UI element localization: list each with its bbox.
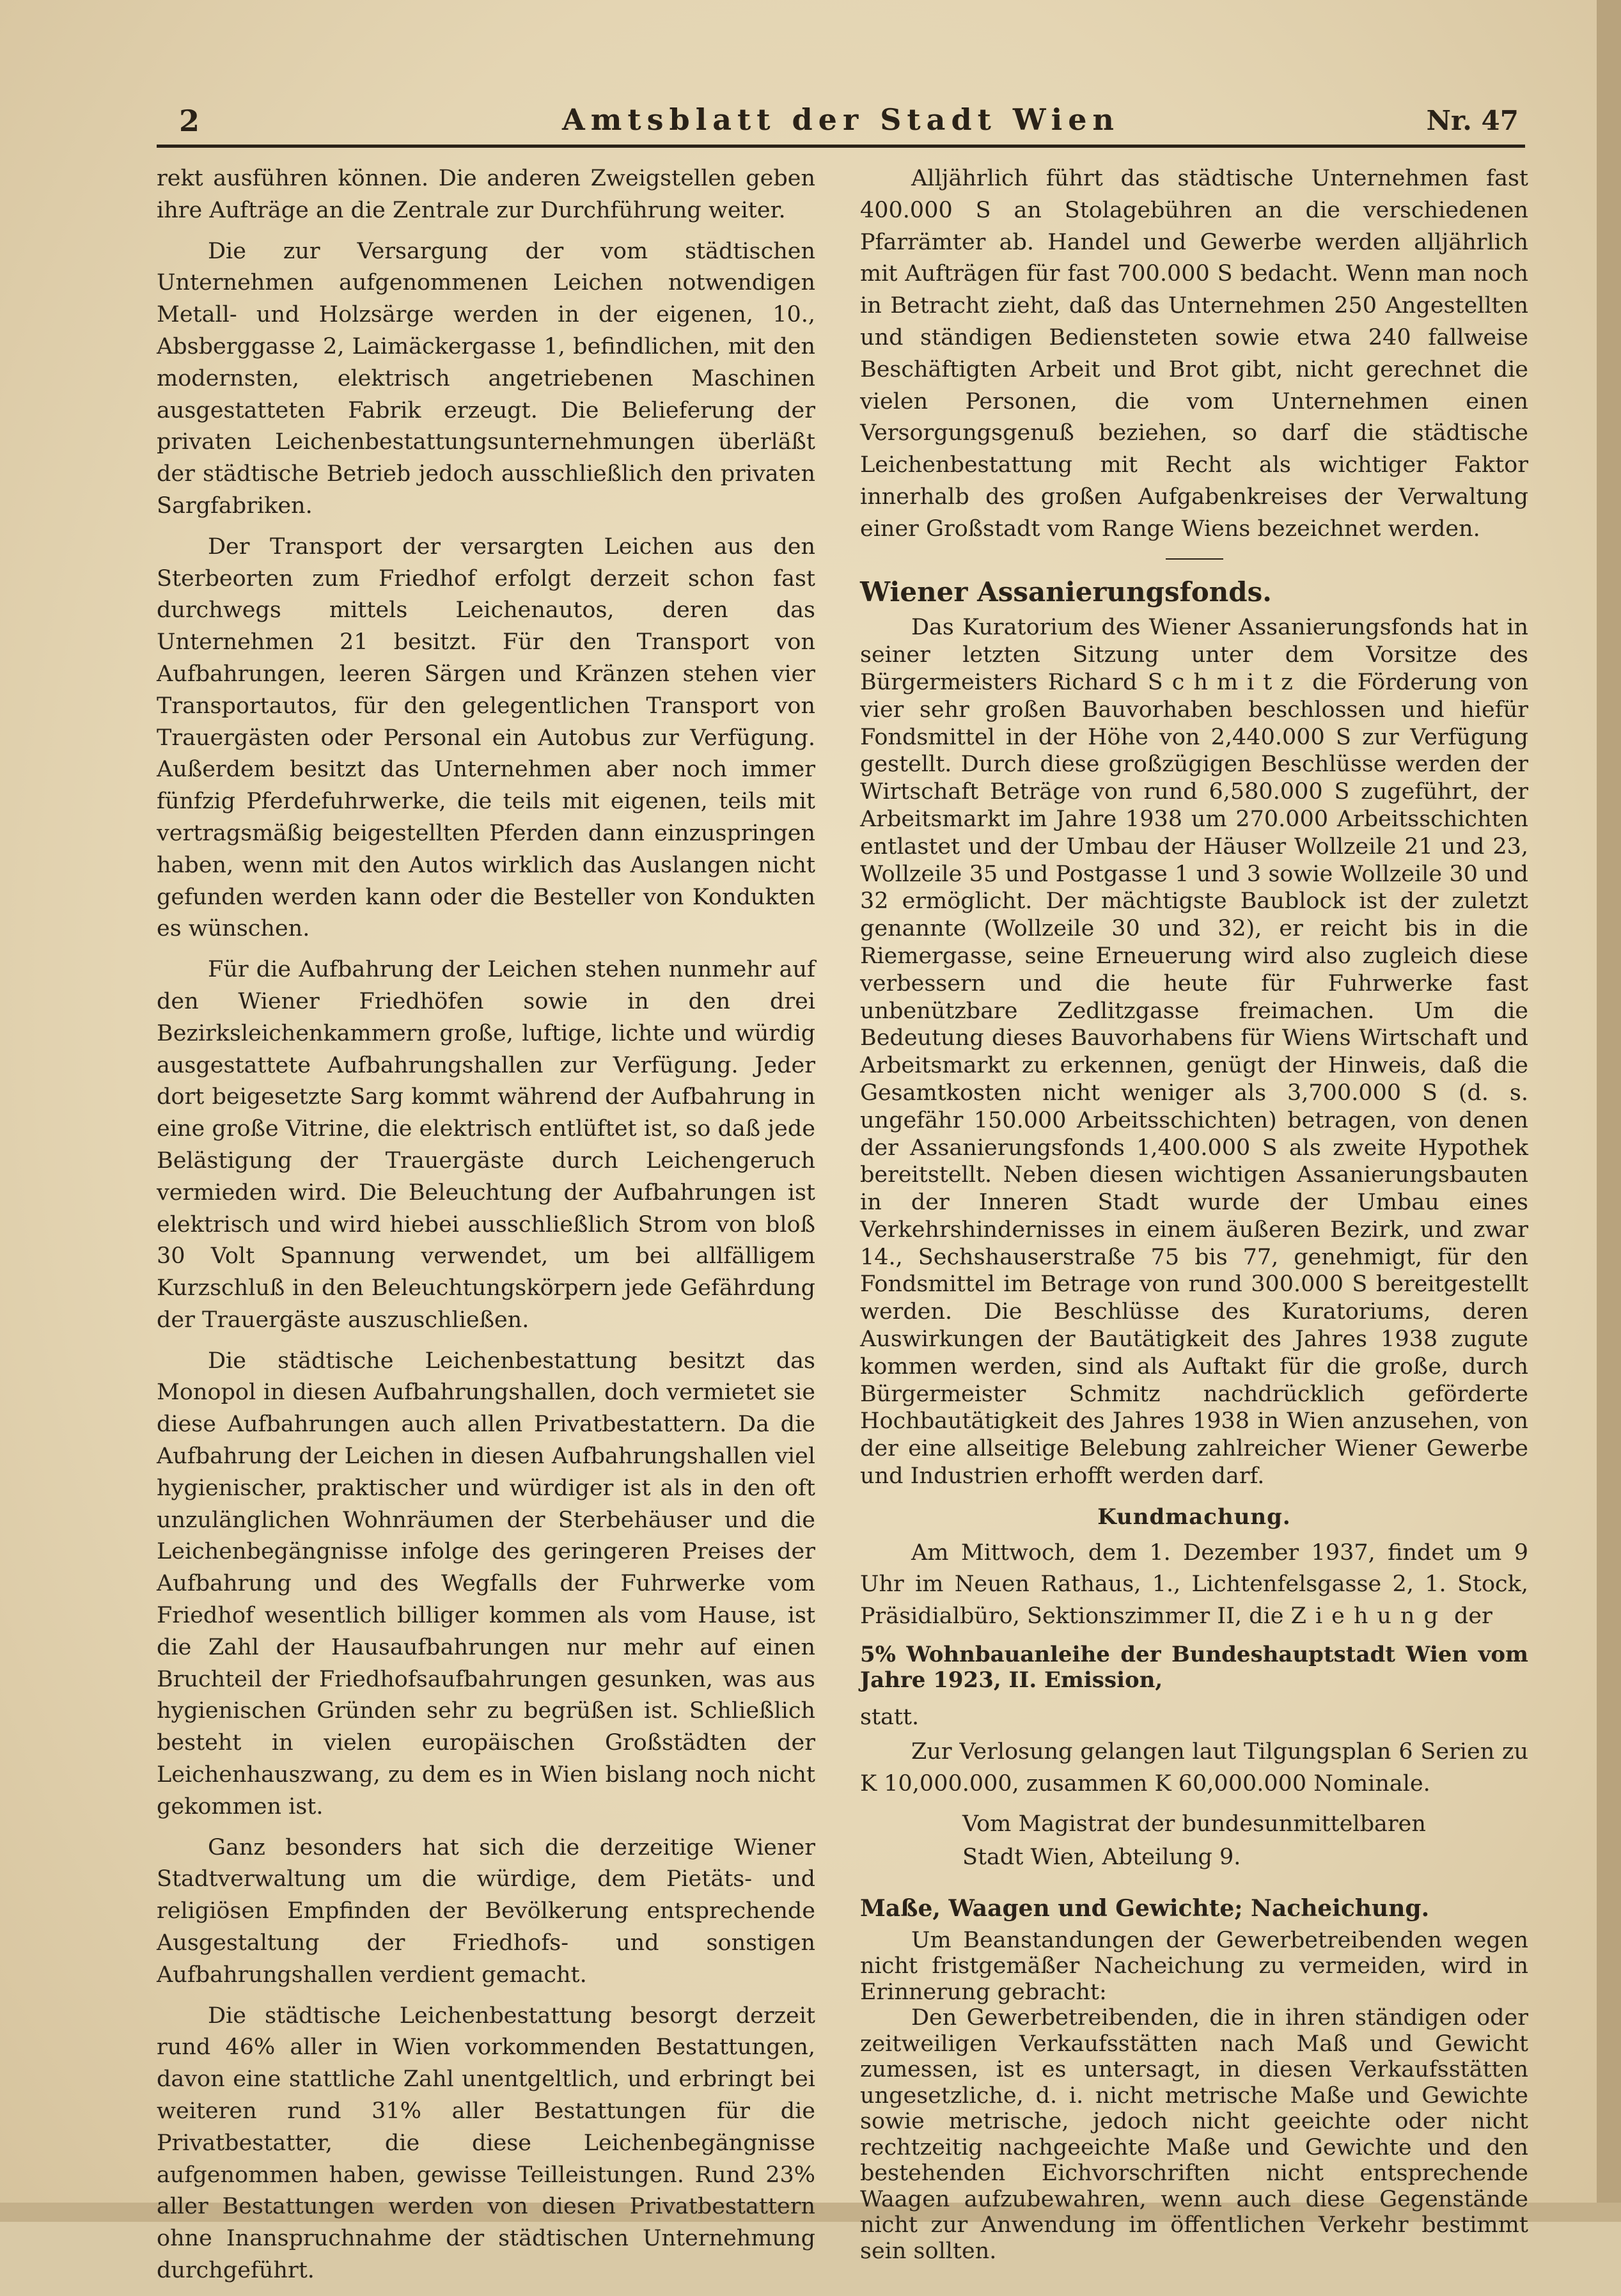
article-text: Das Kuratorium des Wiener Assanierungsfonds hat in seiner letzten Sitzung unter dem Vorsitze des Bürgermeisters Richard (860, 615, 1528, 695)
paragraph: Ganz besonders hat sich die derzeitige Wiener Stadtverwaltung um die würdige, dem Pietäts- und religiösen Empfinden der Bevölkerung entsprechende Ausgestaltung der Friedhofs- und sonstigen Aufbahrungshallen verdient gemacht. (157, 1834, 815, 1988)
kundmachung-text (860, 1537, 1528, 1633)
issue-number: Nr. 47 (1426, 105, 1519, 136)
signature-line: Vom Magistrat der bundesunmittelbaren (962, 1811, 1426, 1837)
section-heading-kundmachung: Kundmachung. (1097, 1504, 1291, 1530)
statt-text: statt. (860, 1704, 920, 1731)
article-text: die Förderung von vier sehr großen Bauvorhaben beschlossen und hiefür Fondsmittel in der Höhe von 2,440.000 S zur Verfügung gestellt. Durch diese großzügigen Beschlüsse werden der Wirtschaft Beträge von rund 6,580.000 S zugeführt, der Arbeitsmarkt im Jahre 1938 um 270.000 Arbeitsschichten entlastet und der Umbau der Häuser Wollzeile 21 und 23, Wollzeile 35 und Postgasse 1 und 3 sowie Wollzeile 30 und 32 ermöglicht. Der mächtigste Baublock ist der zuletzt genannte (Wollzeile 30 und 32), er reicht bis in die Riemergasse, seine Erneuerung wird also zugleich diese verbessern und die heute für Fuhrwerke fast unbenützbare Zedlitzgasse freimachen. Um die Bedeutung dieses Bauvorhabens für Wiens Wirtschaft und Arbeitsmarkt zu erkennen, genügt der Hinweis, daß die Gesamtkosten nicht weniger als 3,700.000 S (d. s. ungefähr 150.000 Arbeitsschichten) betragen, von denen der Assanierungsfonds 1,400.000 S als zweite Hypothek bereitstellt. Neben diesen wichtigen Assanierungsbauten in der Inneren Stadt wurde der Umbau eines Verkehrshindernisses in einem äußeren Bezirk, und zwar 14., Sechshauserstraße 75 bis 77, genehmigt, für den Fondsmittel im Betrage von rund 300.000 S bereitgestellt werden. Die Beschlüsse des Kuratoriums, deren Auswirkungen der Bautätigkeit des Jahres 1938 zugute kommen werden, sind als Auftakt für die große, durch Bürgermeister Schmitz nachdrücklich geförderte Hochbautätigkeit des Jahres 1938 in Wien anzusehen, von der eine allseitige Belebung zahlreicher Wiener Gewerbe und Industrien erhofft werden darf. (860, 669, 1528, 1490)
announcement-text: der (1446, 1603, 1492, 1630)
verlosung-text: Zur Verlosung gelangen laut Tilgungsplan 6 Serien zu K 10,000.000, zusammen K 60,000.000 Nominale. (860, 1738, 1528, 1797)
masthead-title: Amtsblatt der Stadt Wien (562, 102, 1120, 137)
paragraph: Um Beanstandungen der Gewerbetreibenden wegen nicht fristgemäßer Nacheichung zu vermeiden, wird in Erinnerung gebracht: (860, 1927, 1528, 2005)
paragraph: Für die Aufbahrung der Leichen stehen nunmehr auf den Wiener Friedhöfen sowie in den drei Bezirksleichenkammern große, luftige, lichte und würdig ausgestattete Aufbahrungshallen zur Verfügung. Jeder dort beigesetzte Sarg kommt während der Aufbahrung in eine große Vitrine, die elektrisch entlüftet ist, so daß jede Belästigung der Trauergäste durch Leichengeruch vermieden wird. Die Beleuchtung der Aufbahrungen ist elektrisch und wird hiebei ausschließlich Strom von bloß 30 Volt Spannung verwendet, um bei allfälligem Kurzschluß in den Beleuchtungskörpern jede Gefährdung der Trauergäste auszuschließen. (157, 957, 815, 1333)
announcement-text: Am Mittwoch, dem 1. Dezember 1937, findet um 9 Uhr im Neuen Rathaus, 1., Lichtenfelsgasse 2, 1. Stock, Präsidialbüro, Sektionszimmer II, die (860, 1539, 1528, 1630)
paragraph: Den Gewerbetreibenden, die in ihren ständigen oder zeitweiligen Verkaufsstätten nach Maß und Gewicht zumessen, ist es untersagt, in diesen Verkaufsstätten ungesetzliche, d. i. nicht metrische Maße und Gewichte sowie metrische, jedoch nicht geeichte oder nicht rechtzeitig nachgeeichte Maße und Gewichte und den bestehenden Eichvorschriften nicht entsprechende Waagen aufzubewahren, wenn auch diese Gegenstände nicht zur Anwendung im öffentlichen Verkehr bestimmt sein sollten. (860, 2005, 1528, 2264)
scan-edge-right (1597, 0, 1621, 2222)
signature-line: Stadt Wien, Abteilung 9. (962, 1844, 1241, 1871)
paragraph: Die städtische Leichenbestattung besorgt derzeit rund 46% aller in Wien vorkommenden Bestattungen, davon eine stattliche Zahl unentgeltlich, und erbringt bei weiteren rund 31% aller Bestattungen für die Privatbestatter, die diese Leichenbegängnisse aufgenommen haben, gewisse Teilleistungen. Rund 23% aller Bestattungen werden von diesen Privatbestattern ohne Inanspruchnahme der städtischen Unternehmung durchgeführt. (157, 2002, 815, 2283)
section-divider (1166, 558, 1223, 560)
paragraph: rekt ausführen können. Die anderen Zweigstellen geben ihre Aufträge an die Zentrale zur Durchführung weiter. (157, 166, 815, 223)
page-header (157, 102, 1525, 142)
mayor-name: Schmitz (1147, 669, 1302, 695)
left-column (157, 163, 815, 2296)
right-column (860, 163, 1528, 2264)
paragraph: Die städtische Leichenbestattung besitzt das Monopol in diesen Aufbahrungshallen, doch vermietet sie diese Aufbahrungen auch allen Privatbestattern. Da die Aufbahrung der Leichen in diesen Aufbahrungshallen viel hygienischer, praktischer und würdiger ist als in den oft unzulänglichen Wohnräumen der Sterbehäuser und die Leichenbegängnisse infolge des geringeren Preises der Aufbahrung und des Wegfalls der Fuhrwerke vom Friedhof wesentlich billiger kommen als vom Hause, ist die Zahl der Hausaufbahrungen nur mehr auf einen Bruchteil der Friedhofsaufbahrungen gesunken, was aus hygienischen Gründen sehr zu begrüßen ist. Schließlich besteht in vielen europäischen Großstädten der Leichenhauszwang, zu dem es in Wien bislang noch nicht gekommen ist. (157, 1348, 815, 1820)
section-heading-masse: Maße, Waagen und Gewichte; Nacheichung. (860, 1895, 1430, 1923)
ziehung-word: Ziehung (1290, 1603, 1447, 1630)
header-rule (157, 145, 1525, 148)
page-number: 2 (179, 104, 200, 138)
paragraph: Alljährlich führt das städtische Unternehmen fast 400.000 S an Stolagebühren an die verschiedenen Pfarrämter ab. Handel und Gewerbe werden alljährlich mit Aufträgen für fast 700.000 S bedacht. Wenn man noch in Betracht zieht, daß das Unternehmen 250 Angestellten und ständigen Bediensteten sowie etwa 240 fallweise Beschäftigten Arbeit und Brot gibt, nicht gerechnet die vielen Personen, die vom Unternehmen einen Versorgungsgenuß beziehen, so darf die städtische Leichenbestattung mit Recht als wichtiger Faktor innerhalb des großen Aufgabenkreises der Verwaltung einer Großstadt vom Range Wiens bezeichnet werden. (860, 166, 1528, 542)
paragraph: Der Transport der versargten Leichen aus den Sterbeorten zum Friedhof erfolgt derzeit schon fast durchwegs mittels Leichenautos, deren das Unternehmen 21 besitzt. Für den Transport von Aufbahrungen, leeren Särgen und Kränzen stehen vier Transportautos, für den gelegentlichen Transport von Trauergästen oder Personal ein Autobus zur Verfügung. Außerdem besitzt das Unternehmen aber noch immer fünfzig Pferdefuhrwerke, die teils mit eigenen, teils mit vertragsmäßig beigestellten Pferden dann einzuspringen haben, wenn mit den Autos wirklich das Auslangen nicht gefunden werden kann oder die Besteller von Kondukten es wünschen. (157, 533, 815, 942)
section-heading-assanierung: Wiener Assanierungsfonds. (860, 576, 1272, 608)
paragraph: Die zur Versargung der vom städtischen Unternehmen aufgenommenen Leichen notwendigen Metall- und Holzsärge werden in der eigenen, 10., Absberggasse 2, Laimäckergasse 1, befindlichen, mit den modernsten, elektrisch angetriebenen Maschinen ausgestatteten Fabrik erzeugt. Die Belieferung der privaten Leichenbestattungsunternehmungen überläßt der städtische Betrieb jedoch ausschließlich den privaten Sargfabriken. (157, 238, 815, 519)
bond-title: 5% Wohnbauanleihe der Bundeshauptstadt Wien vom Jahre 1923, II. Emission, (860, 1642, 1528, 1694)
assanierung-article (860, 614, 1528, 1490)
